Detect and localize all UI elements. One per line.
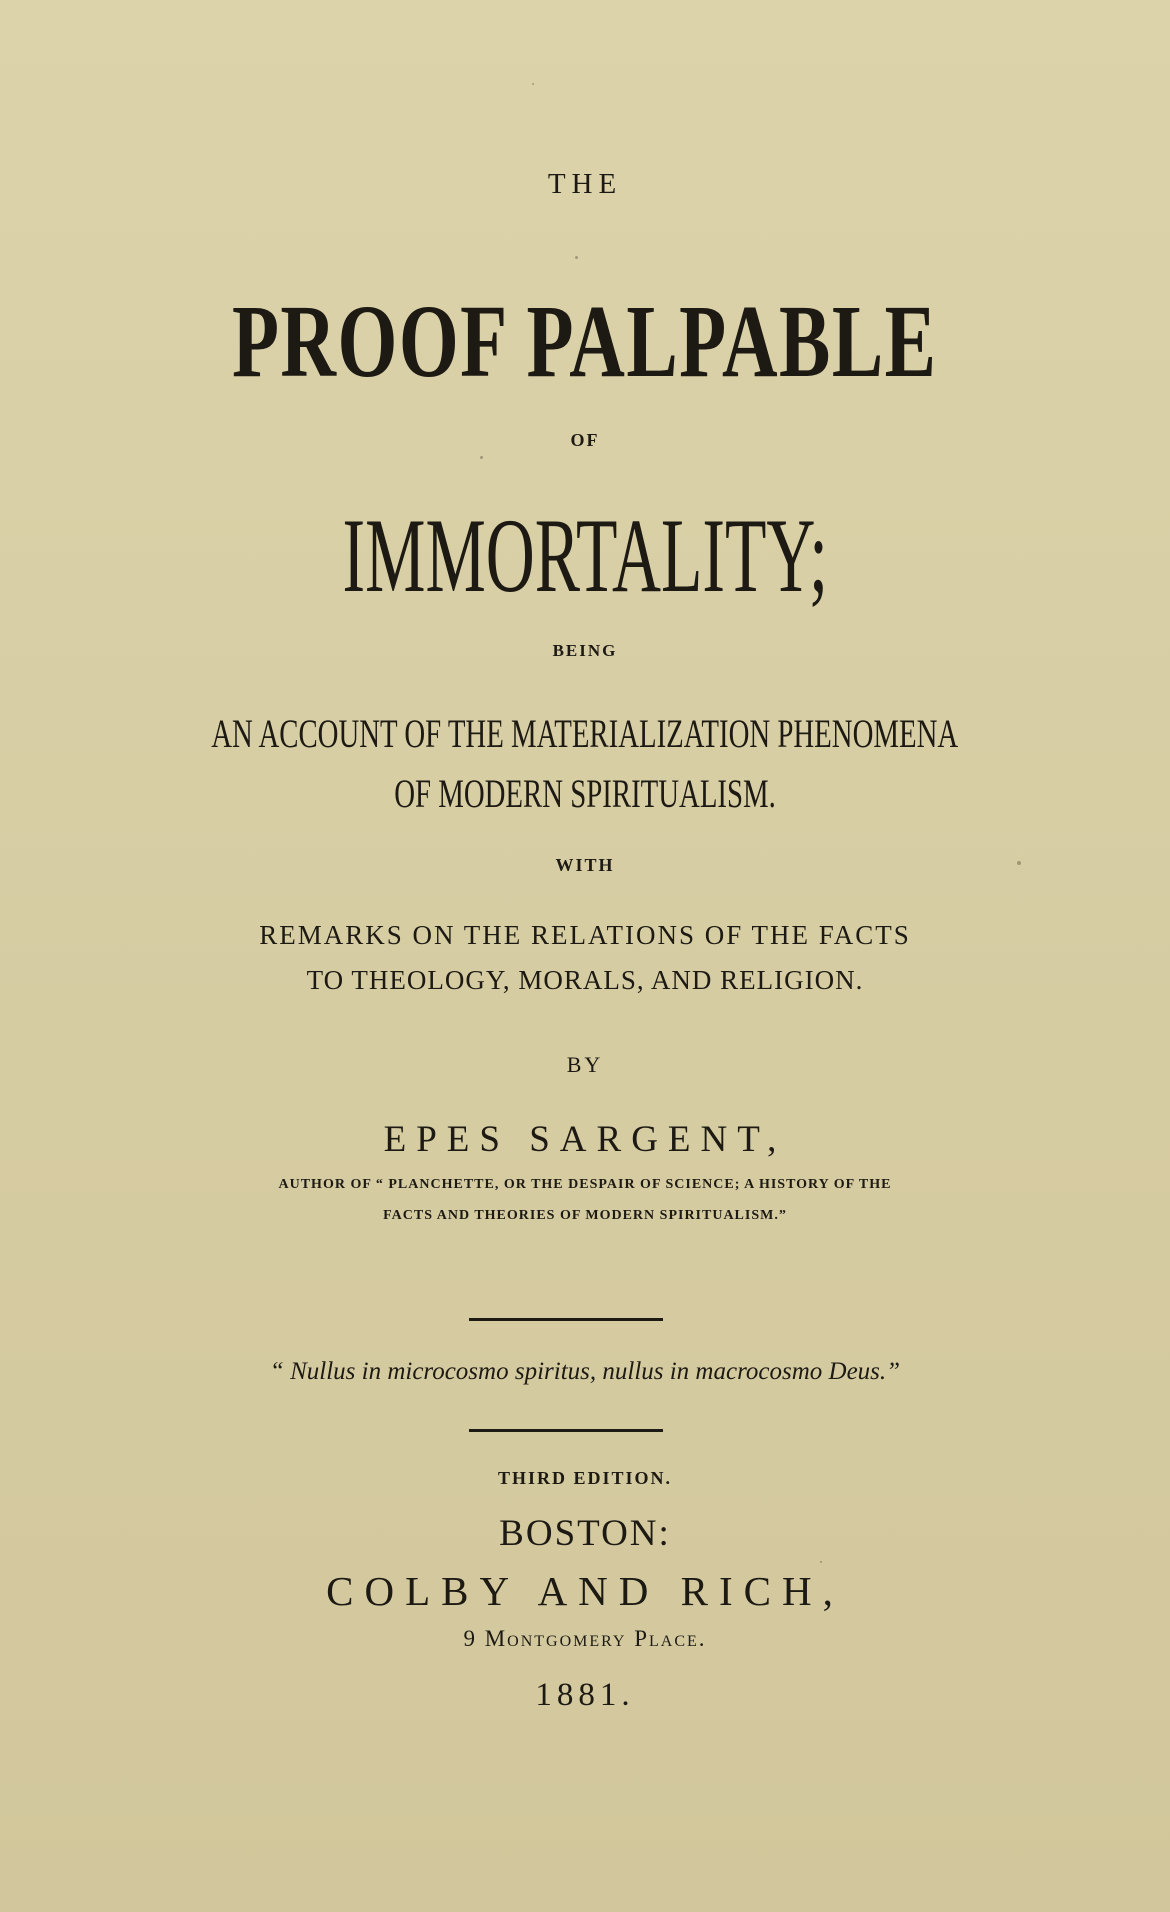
publisher-address: 9 Montgomery Place.	[463, 1626, 707, 1651]
title-article: THE	[547, 168, 623, 200]
book-title-text: PROOF PALPABLE	[232, 284, 938, 399]
remarks-connector-with: WITH	[555, 855, 615, 875]
author-name: EPES SARGENT,	[383, 1119, 787, 1160]
publication-city: BOSTON:	[499, 1513, 671, 1554]
book-subject-text: IMMORTALITY;	[342, 497, 828, 614]
paper-speck	[1017, 861, 1021, 865]
paper-speck	[532, 83, 534, 85]
epigraph-bottom-rule	[469, 1429, 663, 1432]
subtitle-connector-being: BEING	[552, 641, 618, 660]
remarks-line-1: REMARKS ON THE RELATIONS OF THE FACTS	[259, 920, 911, 950]
author-credit-line-1: AUTHOR OF “ PLANCHETTE, OR THE DESPAIR OF SCIENCE; A HISTORY OF THE	[278, 1177, 892, 1192]
remarks-line-2: TO THEOLOGY, MORALS, AND RELIGION.	[306, 965, 864, 995]
subtitle-line-2	[0, 770, 1170, 817]
title-connector-of: OF	[570, 430, 600, 450]
paper-speck	[480, 456, 483, 459]
publisher-name: COLBY AND RICH,	[326, 1568, 844, 1614]
author-credit-line-2: FACTS AND THEORIES OF MODERN SPIRITUALISM.”	[383, 1208, 787, 1223]
edition: THIRD EDITION.	[497, 1468, 673, 1488]
paper-speck	[820, 1561, 822, 1563]
book-title	[0, 282, 1170, 401]
subtitle-line-2-text: OF MODERN SPIRITUALISM.	[394, 771, 776, 816]
subtitle-line-1	[0, 710, 1170, 757]
publication-year: 1881.	[535, 1677, 635, 1713]
book-subject	[0, 495, 1170, 617]
epigraph-top-rule	[469, 1318, 663, 1321]
epigraph: “ Nullus in microcosmo spiritus, nullus in macrocosmo Deus.”	[269, 1358, 901, 1385]
paper-speck	[575, 256, 578, 259]
subtitle-line-1-text: AN ACCOUNT OF THE MATERIALIZATION PHENOMENA	[211, 711, 959, 756]
author-connector-by: BY	[566, 1052, 604, 1077]
